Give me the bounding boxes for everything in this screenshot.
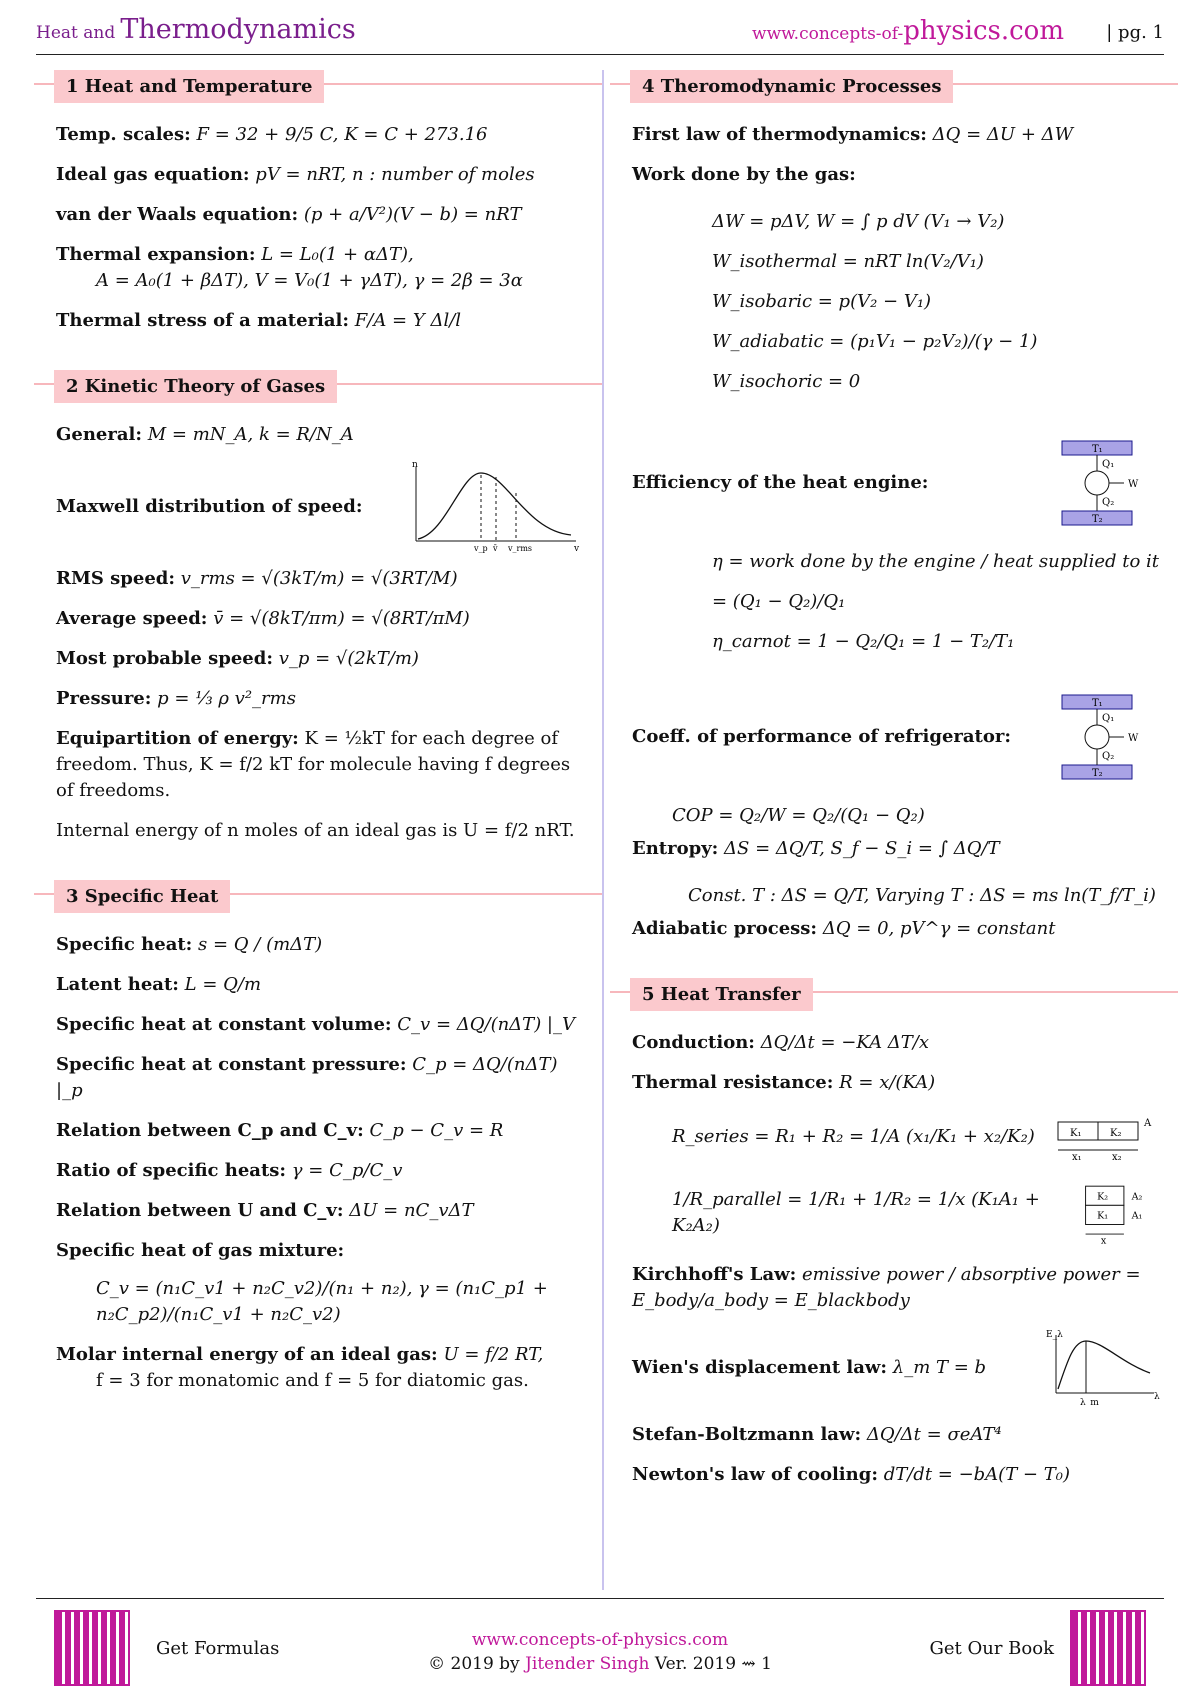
gas-mixture: [56, 1238, 586, 1328]
equation: pV = nRT, n : number of moles: [255, 164, 535, 185]
entropy-cases: Const. T : ΔS = Q/T, Varying T : ΔS = ms ln(T_f/T_i): [688, 885, 1156, 906]
equation: ΔW = pΔV, W = ∫ p dV (V₁ → V₂): [712, 211, 1005, 232]
copyright-text: © 2019 by: [428, 1654, 520, 1674]
u-cv-relation: [56, 1198, 586, 1224]
label: First law of thermodynamics:: [632, 124, 927, 145]
label: Entropy:: [632, 838, 719, 859]
equation: L = Q/m: [184, 974, 262, 995]
equation: ΔQ = 0, pV^γ = constant: [822, 918, 1056, 939]
label-q1: Q₁: [1102, 713, 1115, 724]
refrigerator: [1085, 725, 1109, 749]
latent-heat: [56, 972, 586, 998]
label: Thermal expansion:: [56, 244, 256, 265]
footer-url[interactable]: www.concepts-of-physics.com: [471, 1630, 729, 1650]
stefan-boltzmann: [632, 1422, 1162, 1448]
label-a2: A₂: [1131, 1191, 1143, 1203]
text: f = 3 for monatomic and f = 5 for diatomic gas.: [96, 1370, 529, 1391]
text: K = ½kT for each degree of freedom. Thus, K = f/2 kT for molecule having f degrees of freedoms.: [56, 728, 571, 801]
label-x: x: [1100, 1235, 1107, 1247]
parallel-resistance: [632, 1178, 1162, 1248]
site-link-suffix: .com: [1000, 16, 1064, 46]
doc-title: [36, 14, 356, 45]
doc-title-small: Heat and: [36, 23, 116, 43]
label-a: A: [1144, 1118, 1152, 1129]
parallel-slab-diagram: [1076, 1179, 1162, 1247]
work-equations: [632, 202, 1162, 402]
cop-equation: COP = Q₂/W = Q₂/(Q₁ − Q₂): [672, 805, 925, 826]
equation: ΔQ/Δt = −KA ΔT/x: [760, 1032, 930, 1053]
general: [56, 422, 586, 448]
specific-heat: [56, 932, 586, 958]
doc-title-big: Thermodynamics: [120, 14, 356, 45]
label-q2: Q₂: [1102, 751, 1115, 762]
site-link-big: physics: [903, 16, 1001, 46]
temp-scales: [56, 122, 586, 148]
refrigerator-diagram: [1052, 693, 1162, 781]
page-header: [36, 8, 1164, 52]
site-link-prefix: www.concepts-of-: [752, 24, 904, 44]
equation: v_p = √(2kT/m): [278, 648, 419, 669]
equation: η_carnot = 1 − Q₂/Q₁ = 1 − T₂/T₁: [712, 631, 1015, 652]
equation: F = 32 + 9/5 C, K = C + 273.16: [196, 124, 488, 145]
adiabatic: [632, 916, 1162, 942]
label: Latent heat:: [56, 974, 179, 995]
equation: M = mN_A, k = R/N_A: [147, 424, 354, 445]
axis-y-label: n: [412, 461, 418, 470]
cp-cv-relation: [56, 1118, 586, 1144]
section-heat-temperature: [56, 70, 586, 110]
equation: ΔS = ΔQ/T, S_f − S_i = ∫ ΔQ/T: [724, 838, 1000, 859]
get-book-link[interactable]: Get Our Book: [929, 1638, 1054, 1659]
equation: A = A₀(1 + βΔT), V = V₀(1 + γΔT), γ = 2β = 3α: [96, 270, 523, 291]
section-title: 3 Specific Heat: [54, 880, 230, 913]
thermal-expansion: [56, 242, 586, 294]
section-thermodynamic-processes: [632, 70, 1162, 110]
author-link[interactable]: Jitender Singh: [525, 1654, 650, 1674]
get-formulas-link[interactable]: Get Formulas: [156, 1638, 280, 1659]
label-q1: Q₁: [1102, 459, 1115, 470]
label: General:: [56, 424, 142, 445]
right-column: [632, 70, 1162, 1502]
label-k1: K₁: [1096, 1210, 1108, 1222]
label-t2: T₂: [1092, 768, 1103, 779]
work-done: [632, 162, 1162, 188]
rms-speed: [56, 566, 586, 592]
label-t2: T₂: [1092, 514, 1103, 525]
label: Specific heat:: [56, 934, 193, 955]
label: Molar internal energy of an ideal gas:: [56, 1344, 438, 1365]
label: Pressure:: [56, 688, 152, 709]
version-text: Ver. 2019 ⇝ 1: [654, 1654, 772, 1674]
equation: 1/R_parallel = 1/R₁ + 1/R₂ = 1/x (K₁A₁ + K₂A₂): [672, 1189, 1040, 1236]
equation: ΔQ/Δt = σeAT⁴: [866, 1424, 1002, 1445]
equation: R = x/(KA): [839, 1072, 936, 1093]
most-probable-speed: [56, 646, 586, 672]
label-t1: T₁: [1092, 444, 1103, 455]
equation: F/A = Y Δl/l: [354, 310, 462, 331]
left-column: [56, 70, 586, 1408]
series-slab-diagram: [1052, 1112, 1162, 1162]
cp: [56, 1052, 586, 1104]
equation: ΔU = nC_vΔT: [349, 1200, 474, 1221]
label: Coeff. of performance of refrigerator:: [632, 726, 1011, 747]
series-resistance: [632, 1110, 1162, 1164]
refrigerator-cop: [632, 692, 1162, 782]
label: Equipartition of energy:: [56, 728, 299, 749]
maxwell-distribution: [56, 462, 586, 552]
tick-vrms: v_rms: [508, 544, 533, 553]
equation: λ_m T = b: [892, 1357, 987, 1378]
ideal-gas: [56, 162, 586, 188]
wien-law: [632, 1328, 1162, 1408]
equation: s = Q / (mΔT): [198, 934, 323, 955]
label: Efficiency of the heat engine:: [632, 472, 929, 493]
footer-rule: [36, 1598, 1164, 1599]
maxwell-curve-diagram: [406, 461, 586, 553]
section-title: 1 Heat and Temperature: [54, 70, 324, 103]
pressure: [56, 686, 586, 712]
conduction: [632, 1030, 1162, 1056]
equation: η = work done by the engine / heat supplied to it = (Q₁ − Q₂)/Q₁: [712, 551, 1160, 612]
equation: emissive power / absorptive power = E_body/a_body = E_blackbody: [632, 1264, 1141, 1311]
label: van der Waals equation:: [56, 204, 299, 225]
page-number: | pg. 1: [1106, 22, 1164, 43]
label: Kirchhoff's Law:: [632, 1264, 797, 1285]
first-law: [632, 122, 1162, 148]
equation: C_v = ΔQ/(nΔT) |_V: [397, 1014, 575, 1035]
entropy: [632, 836, 1162, 862]
equation: W_isobaric = p(V₂ − V₁): [712, 291, 932, 312]
label: Ratio of specific heats:: [56, 1160, 287, 1181]
tick-vp: v_p: [474, 544, 488, 553]
label: RMS speed:: [56, 568, 176, 589]
qr-code-icon[interactable]: [1070, 1610, 1146, 1686]
equation: v_rms = √(3kT/m) = √(3RT/M): [180, 568, 458, 589]
label-a1: A₁: [1131, 1210, 1143, 1222]
wien-curve-diagram: [1042, 1329, 1162, 1407]
label-k2: K₂: [1110, 1128, 1122, 1139]
label: Work done by the gas:: [632, 164, 856, 185]
efficiency-equations: [632, 542, 1162, 662]
spectrum-curve: [1058, 1341, 1150, 1389]
section-title: 5 Heat Transfer: [630, 978, 813, 1011]
heat-engine-efficiency: [632, 438, 1162, 528]
section-title: 4 Theromodynamic Processes: [630, 70, 953, 103]
heat-engine-diagram: [1052, 439, 1162, 527]
equation: C_p − C_v = R: [369, 1120, 504, 1141]
column-divider: [602, 70, 604, 1590]
label-k1: K₁: [1070, 1128, 1082, 1139]
text: Internal energy of n moles of an ideal gas is U = f/2 nRT.: [56, 820, 575, 841]
section-title: 2 Kinetic Theory of Gases: [54, 370, 337, 403]
site-link[interactable]: [752, 16, 1064, 46]
ratio-specific-heats: [56, 1158, 586, 1184]
equation: γ = C_p/C_v: [291, 1160, 403, 1181]
equation: L = L₀(1 + αΔT),: [261, 244, 414, 265]
label-q2: Q₂: [1102, 497, 1115, 508]
label: Adiabatic process:: [632, 918, 818, 939]
axis-y-label: E_λ: [1046, 1330, 1063, 1340]
equation: (p + a/V²)(V − b) = nRT: [303, 204, 522, 225]
equation: C_p = ΔQ/(nΔT) |_p: [56, 1054, 558, 1101]
label: Specific heat of gas mixture:: [56, 1240, 345, 1261]
equation: C_v = (n₁C_v1 + n₂C_v2)/(n₁ + n₂), γ = (n₁C_p1 + n₂C_p2)/(n₁C_v1 + n₂C_v2): [96, 1278, 548, 1325]
label: Conduction:: [632, 1032, 755, 1053]
label: Relation between U and C_v:: [56, 1200, 344, 1221]
page-footer: [36, 1610, 1164, 1690]
equation: W_adiabatic = (p₁V₁ − p₂V₂)/(γ − 1): [712, 331, 1038, 352]
peak-label: λ_m: [1080, 1398, 1099, 1407]
equation: R_series = R₁ + R₂ = 1/A (x₁/K₁ + x₂/K₂): [672, 1126, 1035, 1147]
engine: [1085, 471, 1109, 495]
section-specific-heat: [56, 880, 586, 920]
equation: W_isochoric = 0: [712, 371, 861, 392]
label: Thermal stress of a material:: [56, 310, 350, 331]
label: Most probable speed:: [56, 648, 273, 669]
equipartition: [56, 726, 586, 804]
molar-internal-energy: [56, 1342, 586, 1394]
equation: W_isothermal = nRT ln(V₂/V₁): [712, 251, 984, 272]
thermal-stress: [56, 308, 586, 334]
label: Maxwell distribution of speed:: [56, 496, 363, 517]
equation: ΔQ = ΔU + ΔW: [932, 124, 1074, 145]
label-t1: T₁: [1092, 698, 1103, 709]
axis-x-label: v: [574, 544, 580, 553]
label-w: W: [1128, 733, 1139, 744]
label: Temp. scales:: [56, 124, 191, 145]
label: Stefan-Boltzmann law:: [632, 1424, 862, 1445]
thermal-resistance: [632, 1070, 1162, 1096]
newton-cooling: [632, 1462, 1162, 1488]
label: Relation between C_p and C_v:: [56, 1120, 364, 1141]
label-x1: x₁: [1072, 1152, 1082, 1162]
section-kinetic-theory: [56, 370, 586, 410]
label: Specific heat at constant volume:: [56, 1014, 392, 1035]
label: Newton's law of cooling:: [632, 1464, 878, 1485]
kirchhoff-law: [632, 1262, 1162, 1314]
label: Specific heat at constant pressure:: [56, 1054, 407, 1075]
label-x2: x₂: [1112, 1152, 1122, 1162]
label: Thermal resistance:: [632, 1072, 834, 1093]
label: Average speed:: [56, 608, 208, 629]
distribution-curve: [418, 473, 571, 539]
header-rule: [36, 54, 1164, 55]
van-der-waals: [56, 202, 586, 228]
equation: dT/dt = −bA(T − T₀): [883, 1464, 1070, 1485]
label-w: W: [1128, 479, 1139, 490]
label: Ideal gas equation:: [56, 164, 250, 185]
equation: p = ⅓ ρ v²_rms: [157, 688, 296, 709]
section-heat-transfer: [632, 978, 1162, 1018]
cv: [56, 1012, 586, 1038]
equation: v̄ = √(8kT/πm) = √(8RT/πM): [213, 608, 470, 629]
axis-x-label: λ: [1154, 1392, 1160, 1402]
label-k2: K₂: [1096, 1191, 1108, 1203]
tick-vavg: v̄: [493, 544, 498, 553]
equation: U = f/2 RT,: [443, 1344, 544, 1365]
average-speed: [56, 606, 586, 632]
internal-energy: [56, 818, 586, 844]
label: Wien's displacement law:: [632, 1357, 888, 1378]
